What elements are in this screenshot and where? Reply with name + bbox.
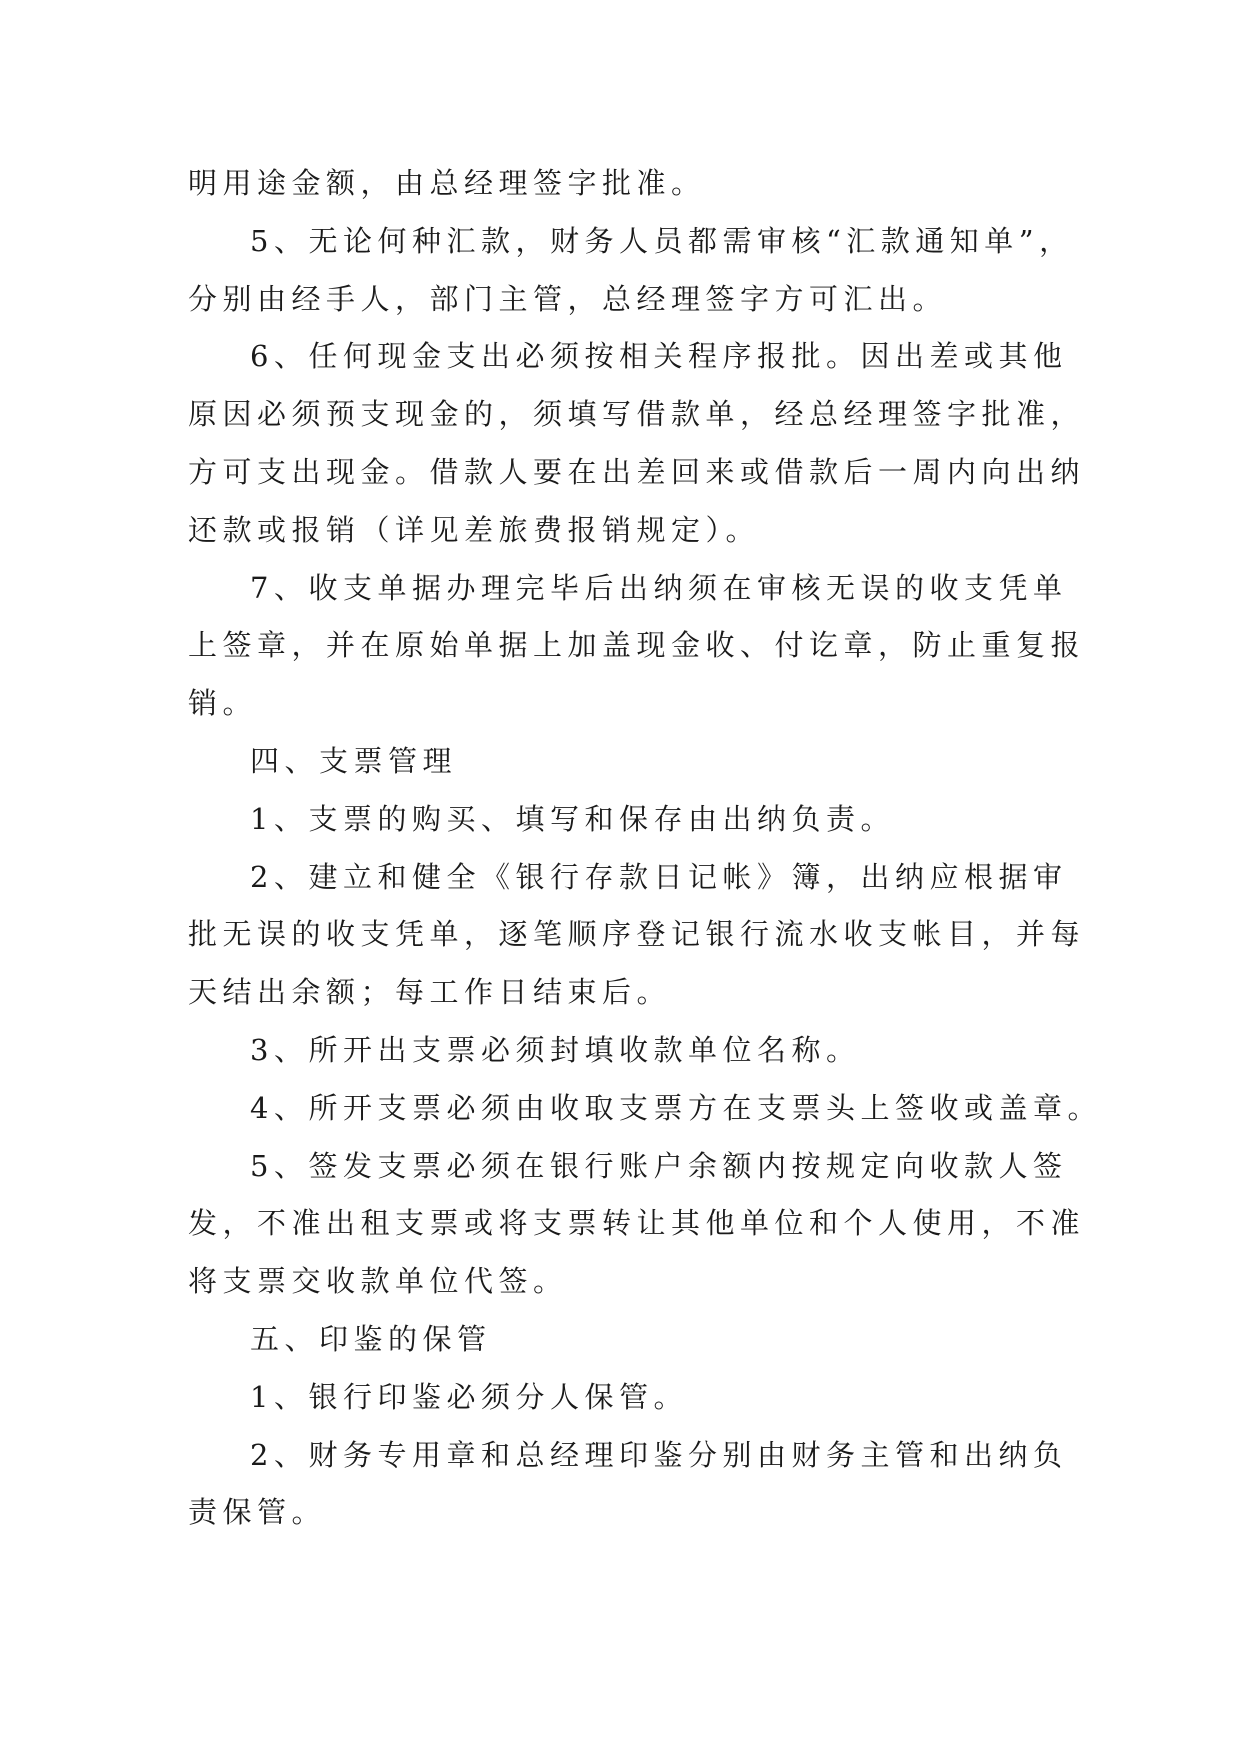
paragraph-line: 发，不准出租支票或将支票转让其他单位和个人使用，不准 bbox=[188, 1206, 1086, 1241]
paragraph-line: 还款或报销（详见差旅费报销规定）。 bbox=[188, 512, 761, 547]
paragraph-line: 2、建立和健全《银行存款日记帐》簿，出纳应根据审 bbox=[250, 859, 1068, 894]
paragraph-line: 天结出余额；每工作日结束后。 bbox=[188, 975, 672, 1010]
paragraph-line: 3、所开出支票必须封填收款单位名称。 bbox=[250, 1032, 861, 1067]
paragraph-line: 原因必须预支现金的，须填写借款单，经总经理签字批准， bbox=[188, 397, 1086, 432]
section-heading: 五、印鉴的保管 bbox=[250, 1321, 492, 1356]
paragraph-line: 分别由经手人，部门主管，总经理签字方可汇出。 bbox=[188, 281, 948, 316]
paragraph-line: 2、财务专用章和总经理印鉴分别由财务主管和出纳负 bbox=[250, 1437, 1068, 1472]
paragraph-line: 5、无论何种汇款，财务人员都需审核“汇款通知单”， bbox=[250, 223, 1074, 258]
paragraph-line: 方可支出现金。借款人要在出差回来或借款后一周内向出纳 bbox=[188, 454, 1086, 489]
paragraph-line: 明用途金额，由总经理签字批准。 bbox=[188, 166, 706, 200]
paragraph-line: 4、所开支票必须由收取支票方在支票头上签收或盖章。 bbox=[250, 1090, 1102, 1125]
paragraph-line: 责保管。 bbox=[188, 1495, 327, 1530]
document-body bbox=[188, 155, 1102, 1542]
paragraph-line: 6、任何现金支出必须按相关程序报批。因出差或其他 bbox=[250, 339, 1068, 374]
paragraph-line: 1、银行印鉴必须分人保管。 bbox=[250, 1379, 688, 1414]
paragraph-line: 1、支票的购买、填写和保存由出纳负责。 bbox=[250, 801, 895, 836]
paragraph-line: 销。 bbox=[188, 686, 258, 721]
paragraph-line: 上签章，并在原始单据上加盖现金收、付讫章，防止重复报 bbox=[188, 628, 1086, 663]
paragraph-line: 将支票交收款单位代签。 bbox=[188, 1264, 568, 1299]
paragraph-line: 7、收支单据办理完毕后出纳须在审核无误的收支凭单 bbox=[250, 570, 1068, 605]
paragraph-line: 批无误的收支凭单，逐笔顺序登记银行流水收支帐目，并每 bbox=[188, 917, 1086, 952]
paragraph-line: 5、签发支票必须在银行账户余额内按规定向收款人签 bbox=[250, 1148, 1068, 1183]
section-heading: 四、支票管理 bbox=[250, 743, 458, 778]
